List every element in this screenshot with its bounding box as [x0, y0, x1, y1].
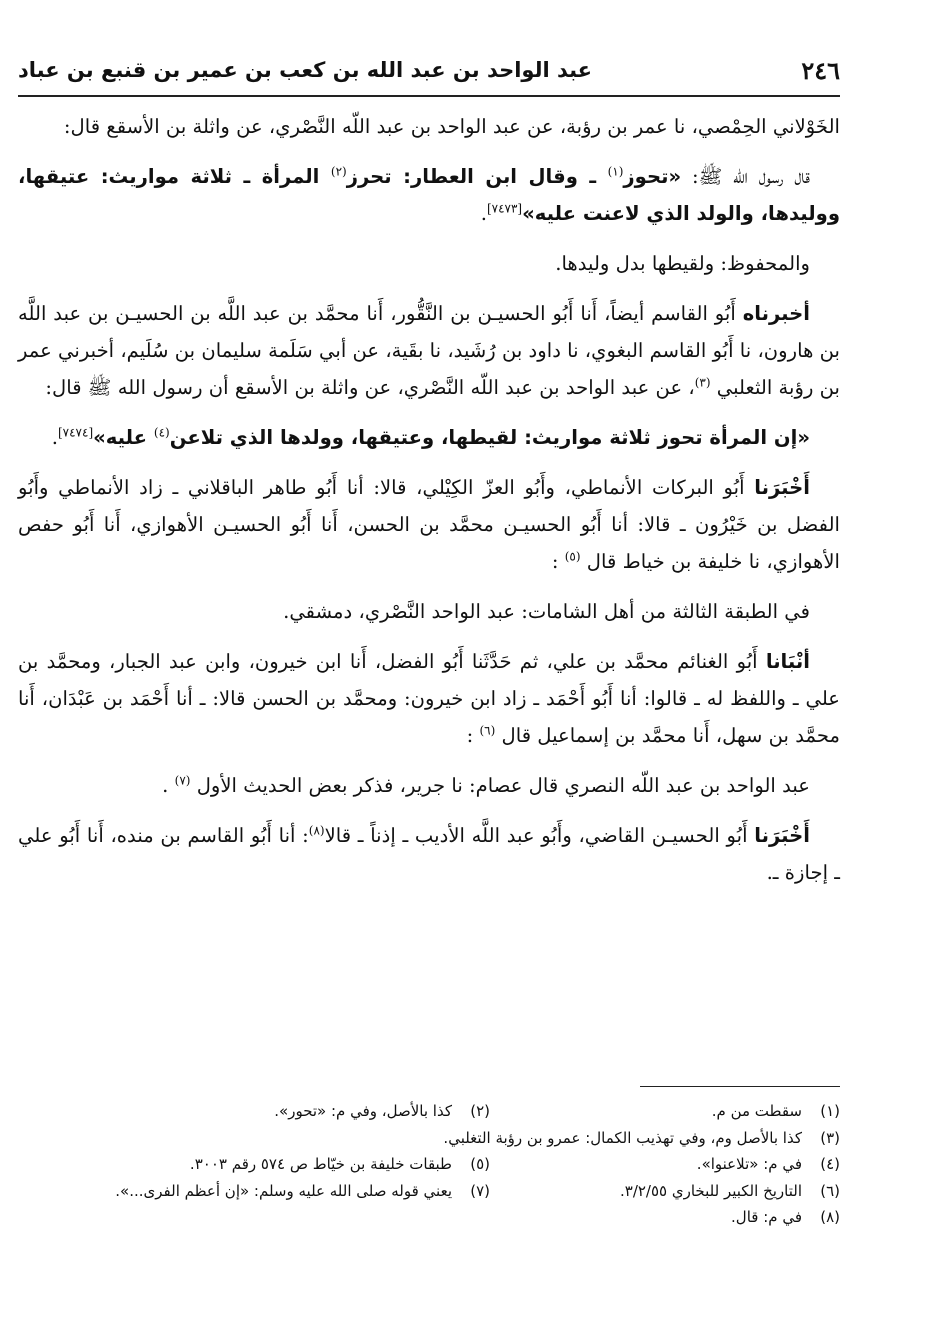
hadith-number: [٧٤٧٣] [486, 201, 523, 216]
footnotes [18, 1098, 840, 1231]
footnote-number: (١) [820, 1102, 840, 1120]
footnote-ref-4: (٤) [153, 425, 170, 440]
isnad-text: أَبُو القاسم أيضاً، أَنا أَبُو الحسيـن بن النَّقُّور، أَنا محمَّد بن عبد اللَّه بن الحسيـن بن عبد اللَّه بن هارون، نا أَبُو القاسم البغوي، نا داود بن رُشَيد، نا بقَية، عن أبي سَلَمة سليمان بن سُلَيم، أخبرني عمر بن رؤبة الثعلبي [18, 302, 840, 399]
footnote-number: (٨) [820, 1208, 840, 1226]
footnote-5 [190, 1151, 490, 1178]
paragraph-3-text: والمحفوظ: ولقيطها بدل وليدها. [555, 252, 810, 275]
footnote-text: في م: «تلاعنوا». [696, 1155, 802, 1173]
punctuation: : [466, 724, 474, 747]
footnote-number: (٥) [470, 1155, 490, 1173]
footnote-1 [490, 1098, 840, 1125]
footnote-text: التاريخ الكبير للبخاري ٣/٢/٥٥. [619, 1181, 802, 1200]
paragraph-7 [18, 593, 840, 630]
footnote-ref-1: (١) [607, 164, 624, 179]
hadith-text: عليه» [93, 426, 154, 449]
paragraph-7-text: في الطبقة الثالثة من أهل الشامات: عبد الواحد النَّصْري، دمشقي. [283, 600, 810, 623]
chain-lead-word: أخبرناه [742, 302, 810, 325]
footnote-2 [274, 1098, 490, 1125]
footnote-7 [115, 1178, 490, 1205]
hadith-text: المرأة ـ ثلاثة مواريث: عتيقها، ووليدها، والولد الذي لاعنت عليه» [18, 165, 840, 225]
paragraph-10 [18, 817, 840, 891]
footnote-number: (٣) [820, 1128, 840, 1147]
footnote-text: كذا بالأصل، وفي م: «تحور». [274, 1102, 452, 1120]
isnad-text: أَبُو الغنائم محمَّد بن علي، ثم حَدَّثَنا أَبُو الفضل، أَنا ابن خيرون، وابن عبد الجبار، ومحمَّد بن علي ـ واللفظ له ـ قالوا: أنا أَبُو أَحْمَد ـ زاد ابن خيرون: ومحمَّد بن الحسن قالا: ـ أنا أَحْمَد بن عَبْدَان، أَنا محمَّد بن سهل، أَنا محمَّد بن إسماعيل قال [18, 650, 840, 747]
hadith-number: [٧٤٧٤] [57, 425, 94, 440]
main-text [18, 108, 840, 904]
paragraph-6 [18, 469, 840, 580]
footnote-number: (٢) [470, 1102, 490, 1120]
footnote-8 [731, 1204, 840, 1231]
footnote-ref-7: (٧) [174, 773, 191, 788]
footnote-ref-5: (٥) [564, 549, 581, 564]
footnote-text: كذا بالأصل وم، وفي تهذيب الكمال: عمرو بن رؤبة التغلبي. [443, 1128, 802, 1147]
paragraph-8 [18, 643, 840, 754]
punctuation: : [551, 550, 559, 573]
footnote-number: (٤) [820, 1155, 840, 1173]
chain-lead-word: أنْبَانا [765, 650, 810, 673]
footnote-row [18, 1151, 840, 1178]
chain-lead-word: أَخْبَرَنا [754, 824, 810, 847]
isnad-text: ، عن عبد الواحد بن عبد اللّه النَّصْري، عن واثلة بن الأسقع أن رسول الله ﷺ قال: [45, 376, 695, 399]
page-header [18, 46, 840, 94]
paragraph-9 [18, 767, 840, 804]
footnote-4 [490, 1151, 840, 1178]
footnote-ref-6: (٦) [479, 723, 496, 738]
punctuation: . [480, 202, 487, 225]
paragraph-5 [18, 419, 840, 456]
footnote-row [18, 1204, 840, 1231]
page-number: ٢٤٦ [801, 55, 840, 85]
punctuation: . [51, 426, 58, 449]
running-title: عبد الواحد بن عبد الله بن كعب بن عمير بن قنبع بن عباد [18, 58, 593, 82]
header-rule [18, 95, 840, 97]
footnote-number: (٦) [820, 1181, 840, 1200]
paragraph-9-text: عبد الواحد بن عبد اللّه النصري قال عصام: نا جرير، فذكر بعض الحديث الأول [196, 774, 810, 797]
hadith-text: ـ وقال ابن العطار: تحرز [346, 165, 608, 188]
footnote-text: طبقات خليفة بن خيّاط ص ٥٧٤ رقم ٣٠٠٣. [189, 1155, 452, 1173]
footnote-text: في م: قال. [731, 1208, 802, 1226]
punctuation: . [162, 774, 169, 797]
isnad-text: أَبُو البركات الأنماطي، وأَبُو العزّ الكِيْلي، قالا: أنا أَبُو طاهر الباقلاني ـ زاد الأنماطي وأَبُو الفضل بن خَيْرُون ـ قالا: أنا أَبُو الحسيـن محمَّد بن الحسن، أَنا أَبُو الحسيـن الأهوازي، أَنا أَبُو حفص الأهوازي، نا خليفة بن خياط قال [18, 476, 840, 573]
footnote-text: يعني قوله صلى الله عليه وسلم: «إن أعظم الفرى...». [115, 1181, 452, 1200]
footnote-separator [640, 1086, 840, 1087]
paragraph-1-text: الخَوْلاني الحِمْصي، نا عمر بن رؤبة، عن عبد الواحد بن عبد اللّه النَّصْري، عن واثلة بن الأسقع قال: [63, 115, 840, 138]
paragraph-4 [18, 295, 840, 406]
footnote-6 [490, 1178, 840, 1205]
footnote-row [18, 1098, 840, 1125]
footnote-ref-8: (٨) [308, 823, 325, 838]
paragraph-2 [18, 158, 840, 232]
paragraph-3 [18, 245, 840, 282]
footnote-ref-3: (٣) [694, 375, 711, 390]
footnote-ref-2: (٢) [330, 164, 347, 179]
footnote-text: سقطت من م. [711, 1102, 802, 1120]
isnad-text: : أنا أَبُو القاسم بن منده، أَنا أَبُو علي ـ إجازة ـ. [18, 824, 840, 884]
footnote-row [18, 1178, 840, 1205]
hadith-text: «تحوز [623, 165, 682, 188]
hadith-intro: قال رسول الله ﷺ: [681, 165, 810, 188]
chain-lead-word: أَخْبَرَنا [754, 476, 810, 499]
isnad-text: أَبُو الحسيـن القاضي، وأَبُو عبد اللَّه الأديب ـ إذناً ـ قالا [324, 824, 755, 847]
footnote-3 [443, 1125, 840, 1152]
paragraph-1 [18, 108, 840, 145]
footnote-number: (٧) [470, 1181, 490, 1200]
footnote-row [18, 1125, 840, 1152]
hadith-text: «إن المرأة تحوز ثلاثة مواريث: لقيطها، وعتيقها، وولدها الذي تلاعن [169, 426, 810, 449]
